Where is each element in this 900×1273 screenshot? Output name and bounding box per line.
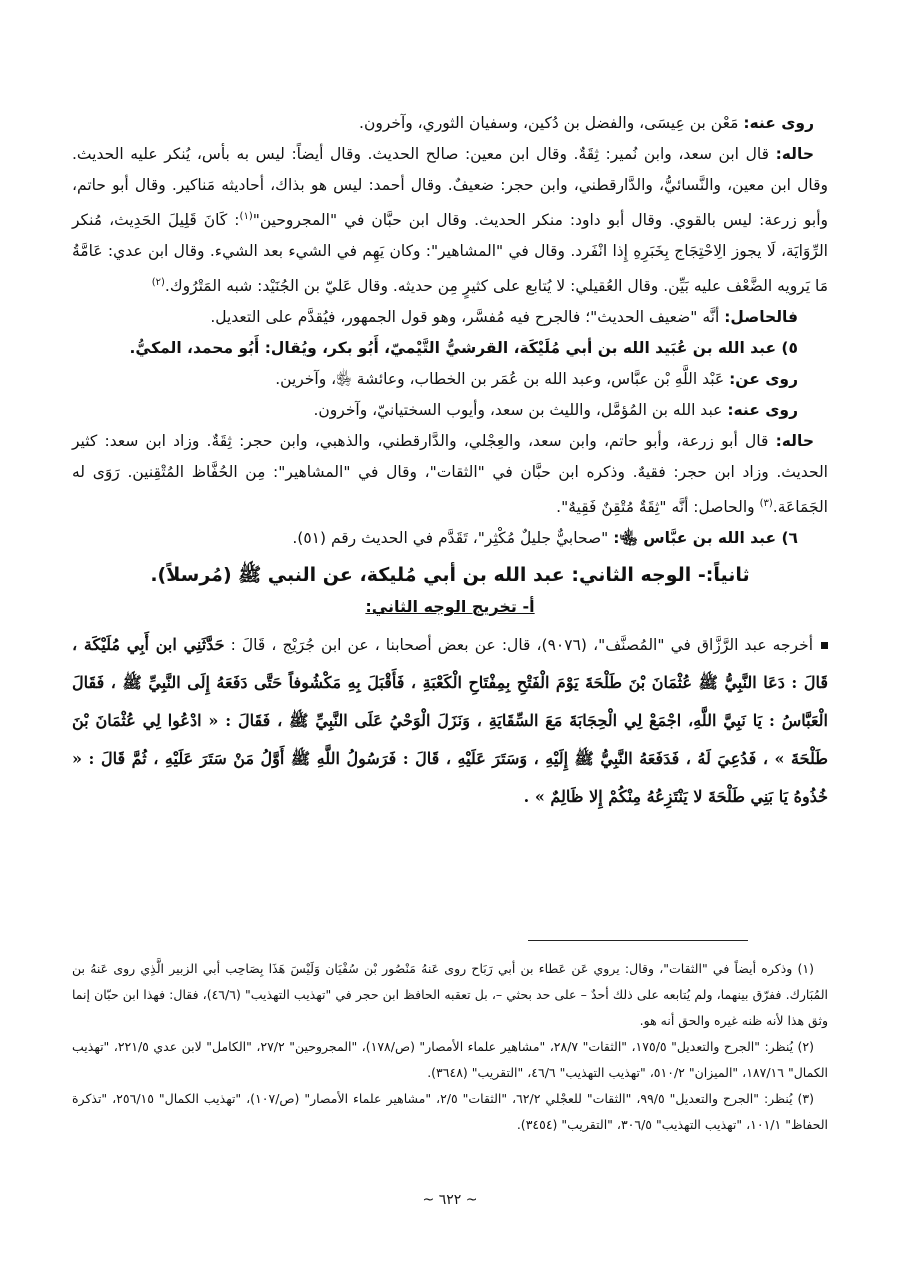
label-narrated-from-him: روى عنه: xyxy=(743,114,814,132)
footnote-ref-2[interactable]: (٢) xyxy=(151,277,165,289)
footnote-ref-1[interactable]: (١) xyxy=(239,211,253,222)
bullet-square-icon xyxy=(821,642,828,649)
main-text xyxy=(72,108,828,816)
label-narrated-by: روى عنه: xyxy=(727,401,798,420)
narrated-from-paragraph xyxy=(72,364,828,395)
hadith-paragraph xyxy=(72,626,828,816)
label-status-2: حاله: xyxy=(775,432,814,451)
hadith-intro: أخرجه عبد الرَّزَّاق في "المُصنَّف"، (٩٠٧٦)، قال: عن بعض أصحابنا ، عن ابن جُرَيْج ، قَالَ : xyxy=(224,636,813,655)
section-heading xyxy=(72,558,828,592)
narrated-by-text: عبد الله بن المُؤمَّل، والليث بن سعد، وأيوب السختيانيّ، وآخرون. xyxy=(313,401,728,420)
sub-heading: أ- تخريج الوجه الثاني: xyxy=(365,597,535,617)
label-conclusion: فالحاصل: xyxy=(724,308,798,327)
status-paragraph-2 xyxy=(72,426,828,523)
narrators-from-paragraph xyxy=(72,108,828,139)
label-status: حاله: xyxy=(775,145,814,163)
footnotes xyxy=(72,956,828,1138)
footnote-2: (٢) يُنظر: "الجرح والتعديل" ١٧٥/٥، "الثقات" ٢٨/٧، "مشاهير علماء الأمصار" (ص/١٧٨)، "المجروحين" ٢٧/٢، "الكامل" لابن عدي ٢٢١/٥، "تهذيب الكمال" ١٨٧/١٦، "الميزان" ٥١٠/٢، "تهذيب التهذيب" ٤٦/٦، "التقريب" (٣٦٤٨). xyxy=(72,1039,828,1080)
status-text-2: قال أبو زرعة، وأبو حاتم، وابن سعد، والعِجْلي، والدَّارقطني، والذهبي، وابن حجر: ثِقَةٌ. وزاد ابن سعد: كثير الحديث. وزاد ابن حجر: فقيهٌ. وذكره ابن حبَّان في "الثقات"، وقال في "المشاهير": مِن الحُفَّاظ المُتْقِنين. رَوَى له الجَمَاعَة. xyxy=(72,432,828,517)
status-text-continued: : كَانَ قَلِيلَ الحَدِيث، مُنكر الرِّوَايَة، لَا يجوز الِاحْتِجَاج بِخَبَرِهِ إِذا انْفَرد. وقال في "المشاهير": وكان يَهِم في الشيء بعد الشيء. وقال ابن عدي: عَامَّةُ مَا يَرويه الضَّعْف عليه بَيِّن. وقال العُقيلي: لا يُتابع على كثيرٍ مِن حديثه. وقال عَليّ بن الجُنَيْد: شبه المَتْرُوك. xyxy=(72,211,828,296)
footnote-separator xyxy=(528,940,748,941)
footnote-ref-3[interactable]: (٣) xyxy=(759,498,773,510)
label-narrated-from: روى عن: xyxy=(729,370,798,389)
section-heading-detail: : عبد الله بن أبي مُليكة، عن النبي ﷺ (مُرسلاً). xyxy=(150,564,579,587)
narrator-6-heading xyxy=(72,523,828,554)
conclusion-text: أنَّه "ضعيف الحديث"؛ فالجرح فيه مُفسَّر، وهو قول الجمهور، فيُقدَّم على التعديل. xyxy=(210,308,725,327)
footnote-3: (٣) يُنظر: "الجرح والتعديل" ٩٩/٥، "الثقات" للعجْلي ٦٢/٢، "الثقات" ٢/٥، "مشاهير علماء الأمصار" (ص/١٠٧)، "تهذيب الكمال" ٢٥٦/١٥، "تذكرة الحفاظ" ١٠١/١، "تهذيب التهذيب" ٣٠٦/٥، "التقريب" (٣٤٥٤). xyxy=(72,1091,828,1132)
narrated-by-paragraph xyxy=(72,395,828,426)
footnote-1: (١) وذكره أيضاً في "الثقات"، وقال: يروي عَن عَطاء بن أبي رَبَاح روى عَنهُ مَنْصُور بْن سُفْيَان وَلَيْسَ هَذَا بِصَاحِب أبي الزبير الَّذِي روى عَنهُ بن المُبَارك. ففرّق بينهما، ولم يُتابعه على ذلك أحدٌ – على حد بحثي –، بل تعقبه الحافظ ابن حجر في "تهذيب التهذيب" (٤٦/٦)، فقال: فهذا ابن حبّان إنما وثق هذا لأنه ظنه غيره والحق أنه هو. xyxy=(72,961,828,1028)
conclusion-paragraph xyxy=(72,302,828,333)
narrator-6-text: "صحابيٌّ جليلٌ مُكْثِر"، تَقَدَّم في الحديث رقم (٥١). xyxy=(292,529,614,548)
section-heading-title: ثانياً:- الوجه الثاني xyxy=(578,564,750,587)
narrator-6-name: ٦) عبد الله بن عبَّاس ﵄: xyxy=(613,529,798,548)
status-text: قال ابن سعد، وابن نُمير: ثِقَةٌ. وقال ابن معين: صالح الحديث. وقال أيضاً: ليس به بأس، يُنكر عليه الحديث. وقال ابن معين، والنَّسائيُّ، والدَّارقطني، وابن حجر: ضعيفٌ. وقال أحمد: ليس هو بذاك، أحاديثه مَناكير. وقال أبو حاتم، وأبو زرعة: ليس بالقوي. وقال أبو داود: منكر الحديث. وقال ابن حبَّان في "المجروحين" xyxy=(72,145,828,230)
narrated-from-text: عَبْد اللَّهِ بْن عبَّاس، وعبد الله بن عُمَر بن الخطاب، وعائشة ﵂، وآخرين. xyxy=(275,370,730,389)
status-paragraph xyxy=(72,139,828,302)
status-conclusion-2: والحاصل: أنَّه "ثِقَةٌ مُتْقِنٌ فَقِيهٌ". xyxy=(556,498,760,517)
narrator-5-heading: ٥) عبد الله بن عُبَيد الله بن أبي مُلَيْكَة، القرشيُّ التَّيْميّ، أَبُو بكر، ويُقال: أَبُو محمد، المكيُّ. xyxy=(129,339,798,358)
page-number: ~ ٦٢٢ ~ xyxy=(422,1192,478,1208)
hadith-text: حَدَّثَنِي ابن أَبِي مُلَيْكَة ، قَالَ : دَعَا النَّبِيُّ ﷺ عُثْمَانَ بْنَ طَلْحَةَ يَوْمَ الْفَتْحِ بِمِفْتَاحِ الْكَعْبَةِ ، فَأَقْبَلَ بِهِ مَكْشُوفاً حَتَّى دَفَعَهُ إِلَى النَّبِيِّ ﷺ ، فَقَالَ الْعَبَّاسُ : يَا نَبِيَّ اللَّهِ، اجْمَعْ لِي الْحِجَابَةَ مَعَ السِّقَايَةِ ، وَنَزَلَ الْوَحْيُ عَلَى النَّبِيِّ ﷺ ، فَقَالَ : « ادْعُوا لِي عُثْمَانَ بْنَ طَلْحَةَ » ، فَدُعِيَ لَهُ ، فَدَفَعَهُ النَّبِيُّ ﷺ إِلَيْهِ ، وَسَتَرَ عَلَيْهِ ، قَالَ : فَرَسُولُ اللَّهِ ﷺ أَوَّلُ مَنْ سَتَرَ عَلَيْهِ ، ثُمَّ قَالَ : « خُذُوهُ يَا بَنِي طَلْحَةَ لا يَنْتَزِعُهُ مِنْكُمْ إِلا ظَالِمٌ » . xyxy=(72,635,828,807)
narrators-text: مَعْن بن عِيسَى، والفضل بن دُكين، وسفيان الثوري، وآخرون. xyxy=(359,114,744,132)
